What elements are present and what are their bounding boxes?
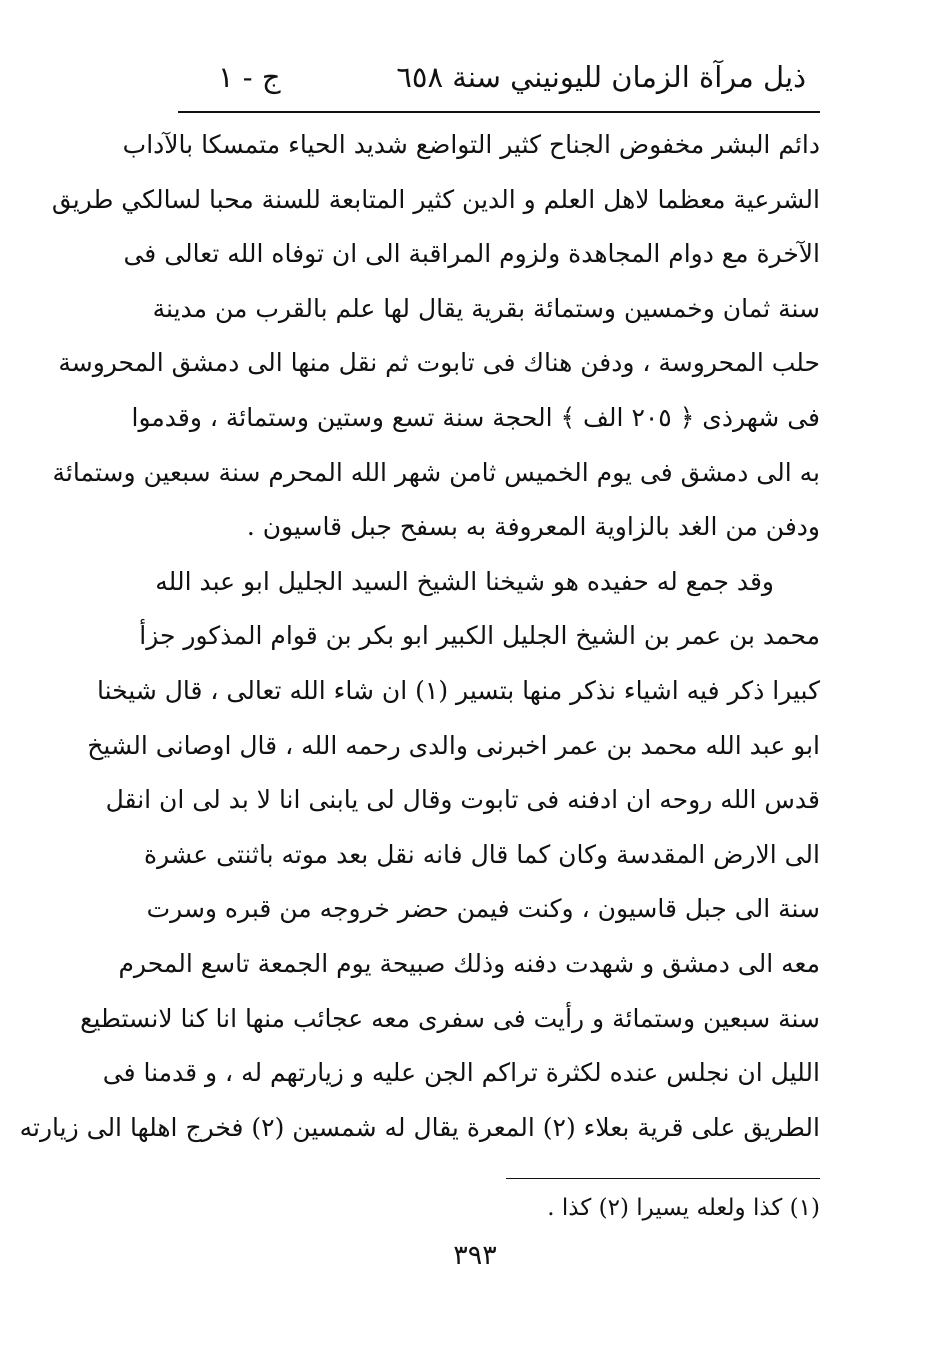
text-line: قدس الله روحه ان ادفنه فى تابوت وقال لى يابنى انا لا بد لى ان انقل [105,785,820,815]
text-line: الآخرة مع دوام المجاهدة ولزوم المراقبة الى ان توفاه الله تعالى فى [123,239,820,269]
text-line: به الى دمشق فى يوم الخميس ثامن شهر الله المحرم سنة سبعين وستمائة [52,457,820,487]
text-line: ابو عبد الله محمد بن عمر اخبرنى والدى رحمه الله ، قال اوصانى الشيخ [87,730,820,760]
main-text [19,118,820,1155]
running-header-title: ذيل مرآة الزمان لليونيني سنة ٦٥٨ [396,60,806,94]
header-rule [178,111,820,113]
text-line: الطريق على قرية بعلاء (٢) المعرة يقال له شمسين (٢) فخرج اهلها الى زيارته [19,1112,820,1142]
text-line: حلب المحروسة ، ودفن هناك فى تابوت ثم نقل منها الى دمشق المحروسة [58,348,820,378]
text-line: ودفن من الغد بالزاوية المعروفة به بسفح جبل قاسيون . [246,512,820,542]
text-line: دائم البشر مخفوض الجناح كثير التواضع شديد الحياء متمسكا بالآداب [122,130,820,159]
footnote-rule [506,1178,820,1179]
text-line: سنة ثمان وخمسين وستمائة بقرية يقال لها علم بالقرب من مدينة [152,293,820,323]
text-line: سنة سبعين وستمائة و رأيت فى سفرى معه عجائب منها انا كنا لانستطيع [80,1003,820,1033]
text-line: سنة الى جبل قاسيون ، وكنت فيمن حضر خروجه من قبره وسرت [146,894,820,924]
text-line: محمد بن عمر بن الشيخ الجليل الكبير ابو بكر بن قوام المذكور جزأ [139,621,820,651]
footnote: (١) كذا ولعله يسيرا (٢) كذا . [547,1195,820,1221]
running-header [178,54,820,104]
text-line: الليل ان نجلس عنده لكثرة تراكم الجن عليه و زيارتهم له ، و قدمنا فى [102,1058,820,1088]
text-line: معه الى دمشق و شهدت دفنه وذلك صبيحة يوم الجمعة تاسع المحرم [118,948,820,978]
text-line: الشرعية معظما لاهل العلم و الدين كثير المتابعة للسنة محبا لسالكي طريق [51,184,820,214]
text-line: وقد جمع له حفيده هو شيخنا الشيخ السيد الجليل ابو عبد الله [155,566,774,596]
text-line: الى الارض المقدسة وكان كما قال فانه نقل بعد موته باثنتى عشرة [144,839,820,869]
running-header-volume: ج - ١ [218,60,281,94]
text-line: كبيرا ذكر فيه اشياء نذكر منها بتسير (١) ان شاء الله تعالى ، قال شيخنا [96,675,820,705]
page-number: ٣٩٣ [453,1240,497,1271]
text-line: فى شهرذى ﴿ ٢٠٥ الف ﴾ الحجة سنة تسع وستين وستمائة ، وقدموا [131,402,820,432]
